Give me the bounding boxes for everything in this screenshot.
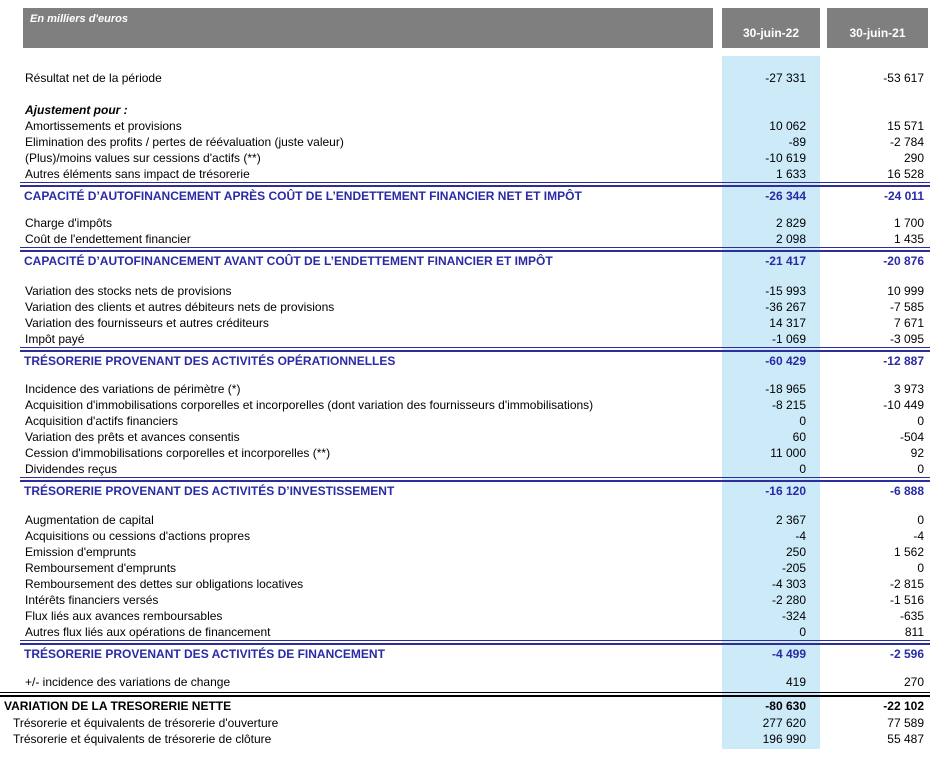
row-label: Ajustement pour : bbox=[25, 103, 128, 117]
subtotal-divider bbox=[20, 347, 930, 352]
value-current-period: 419 bbox=[785, 675, 806, 689]
value-prior-period: -635 bbox=[899, 609, 924, 623]
value-current-period: -36 267 bbox=[765, 300, 806, 314]
value-prior-period: -2 784 bbox=[889, 135, 924, 149]
table-header bbox=[23, 8, 932, 48]
row-label: Charge d'impôts bbox=[25, 216, 112, 230]
table-row bbox=[0, 118, 932, 134]
row-label: +/- incidence des variations de change bbox=[25, 675, 231, 689]
table-row bbox=[0, 624, 932, 640]
subtotal-divider bbox=[20, 477, 930, 482]
value-current-period: 0 bbox=[799, 462, 806, 476]
value-current-period: 14 317 bbox=[769, 316, 806, 330]
value-current-period: 0 bbox=[799, 414, 806, 428]
rows bbox=[0, 48, 932, 747]
value-current-period: -27 331 bbox=[765, 71, 806, 85]
value-current-period: -80 630 bbox=[765, 699, 806, 713]
value-prior-period: 7 671 bbox=[893, 316, 924, 330]
table-row bbox=[0, 512, 932, 528]
table-row bbox=[0, 576, 932, 592]
row-label: Variation des fournisseurs et autres créditeurs bbox=[25, 316, 269, 330]
table-row bbox=[0, 283, 932, 299]
value-current-period: 250 bbox=[785, 545, 806, 559]
value-prior-period: 0 bbox=[917, 513, 924, 527]
row-label: Remboursement des dettes sur obligations locatives bbox=[25, 577, 304, 591]
row-label: Emission d'emprunts bbox=[25, 545, 136, 559]
unit-label: En milliers d'euros bbox=[23, 8, 713, 48]
value-current-period: -4 bbox=[795, 529, 806, 543]
grand-total-divider bbox=[0, 692, 930, 697]
table-row bbox=[0, 715, 932, 731]
table-row bbox=[0, 215, 932, 231]
row-label: Dividendes reçus bbox=[25, 462, 118, 476]
value-current-period: -4 499 bbox=[771, 647, 806, 661]
value-prior-period: -1 516 bbox=[889, 593, 924, 607]
row-label: Incidence des variations de périmètre (*) bbox=[25, 382, 241, 396]
row-label: Résultat net de la période bbox=[25, 71, 162, 85]
row-label: (Plus)/moins values sur cessions d'actifs (**) bbox=[25, 151, 261, 165]
value-current-period: 277 620 bbox=[762, 716, 806, 730]
value-prior-period: -3 095 bbox=[889, 332, 924, 346]
table-row bbox=[0, 445, 932, 461]
spacer bbox=[0, 663, 932, 674]
value-prior-period: -7 585 bbox=[889, 300, 924, 314]
value-prior-period: 1 562 bbox=[893, 545, 924, 559]
value-current-period: 10 062 bbox=[769, 119, 806, 133]
value-prior-period: -24 011 bbox=[883, 189, 924, 203]
value-prior-period: -6 888 bbox=[889, 484, 924, 498]
row-label: Autres flux liés aux opérations de financement bbox=[25, 625, 271, 639]
value-prior-period: -53 617 bbox=[883, 71, 924, 85]
value-prior-period: -22 102 bbox=[883, 699, 924, 713]
table-row bbox=[0, 698, 932, 715]
row-label: Acquisition d'immobilisations corporelles et incorporelles (dont variation des fournisseurs d'immobilisations) bbox=[25, 398, 594, 412]
table-row bbox=[0, 353, 932, 370]
row-label: Trésorerie et équivalents de trésorerie d'ouverture bbox=[13, 716, 279, 730]
row-label: Amortissements et provisions bbox=[25, 119, 182, 133]
value-current-period: -205 bbox=[781, 561, 806, 575]
value-current-period: -60 429 bbox=[765, 354, 806, 368]
value-prior-period: 1 700 bbox=[893, 216, 924, 230]
value-prior-period: 0 bbox=[917, 462, 924, 476]
value-current-period: -15 993 bbox=[765, 284, 806, 298]
value-current-period: -89 bbox=[788, 135, 806, 149]
value-prior-period: 0 bbox=[917, 561, 924, 575]
value-prior-period: 290 bbox=[903, 151, 924, 165]
value-prior-period: -2 596 bbox=[889, 647, 924, 661]
value-prior-period: 16 528 bbox=[887, 167, 924, 181]
table-row bbox=[0, 299, 932, 315]
row-label: Elimination des profits / pertes de réévaluation (juste valeur) bbox=[25, 135, 344, 149]
table-row bbox=[0, 544, 932, 560]
row-label: CAPACITÉ D’AUTOFINANCEMENT AVANT COÛT DE L’ENDETTEMENT FINANCIER ET IMPÔT bbox=[24, 254, 553, 268]
value-current-period: -10 619 bbox=[765, 151, 806, 165]
value-prior-period: 3 973 bbox=[893, 382, 924, 396]
table-row bbox=[0, 70, 932, 86]
subtotal-divider bbox=[20, 182, 930, 187]
value-prior-period: -2 815 bbox=[889, 577, 924, 591]
spacer bbox=[0, 370, 932, 381]
row-label: TRÉSORERIE PROVENANT DES ACTIVITÉS OPÉRATIONNELLES bbox=[24, 354, 396, 368]
value-current-period: -2 280 bbox=[771, 593, 806, 607]
table-row bbox=[0, 102, 932, 118]
spacer bbox=[0, 205, 932, 215]
column-header-current: 30-juin-22 bbox=[722, 8, 820, 48]
value-current-period: 0 bbox=[799, 625, 806, 639]
value-current-period: -16 120 bbox=[765, 484, 806, 498]
row-label: Augmentation de capital bbox=[25, 513, 154, 527]
table-row bbox=[0, 150, 932, 166]
value-current-period: 2 098 bbox=[775, 232, 806, 246]
table-row bbox=[0, 315, 932, 331]
value-prior-period: 92 bbox=[910, 446, 924, 460]
row-label: TRÉSORERIE PROVENANT DES ACTIVITÉS DE FINANCEMENT bbox=[24, 647, 385, 661]
row-label: Intérêts financiers versés bbox=[25, 593, 159, 607]
row-label: Remboursement d'emprunts bbox=[25, 561, 177, 575]
table-row bbox=[0, 731, 932, 747]
value-current-period: -26 344 bbox=[765, 189, 806, 203]
row-label: Coût de l'endettement financier bbox=[25, 232, 191, 246]
value-prior-period: 811 bbox=[904, 625, 924, 639]
cash-flow-statement bbox=[0, 8, 932, 757]
value-prior-period: 55 487 bbox=[887, 732, 924, 746]
table-row bbox=[0, 134, 932, 150]
table-row bbox=[0, 331, 932, 347]
table-row bbox=[0, 231, 932, 247]
value-current-period: -4 303 bbox=[771, 577, 806, 591]
row-label: CAPACITÉ D’AUTOFINANCEMENT APRÈS COÛT DE L’ENDETTEMENT FINANCIER NET ET IMPÔT bbox=[24, 189, 582, 203]
spacer bbox=[0, 48, 932, 70]
table-row bbox=[0, 188, 932, 205]
value-current-period: -8 215 bbox=[771, 398, 806, 412]
spacer bbox=[0, 500, 932, 512]
value-prior-period: -4 bbox=[913, 529, 924, 543]
table-row bbox=[0, 560, 932, 576]
row-label: Flux liés aux avances remboursables bbox=[25, 609, 223, 623]
table-row bbox=[0, 381, 932, 397]
table-row bbox=[0, 483, 932, 500]
table-row bbox=[0, 253, 932, 270]
table-row bbox=[0, 608, 932, 624]
row-label: Acquisition d'actifs financiers bbox=[25, 414, 179, 428]
value-current-period: 11 000 bbox=[770, 446, 806, 460]
table-row bbox=[0, 646, 932, 663]
value-prior-period: 0 bbox=[917, 414, 924, 428]
row-label: Variation des stocks nets de provisions bbox=[25, 284, 232, 298]
value-prior-period: 270 bbox=[903, 675, 924, 689]
subtotal-divider bbox=[20, 247, 930, 252]
value-current-period: -324 bbox=[781, 609, 806, 623]
value-current-period: -18 965 bbox=[765, 382, 806, 396]
row-label: Impôt payé bbox=[25, 332, 85, 346]
table-row bbox=[0, 461, 932, 477]
value-prior-period: 1 435 bbox=[893, 232, 924, 246]
row-label: TRÉSORERIE PROVENANT DES ACTIVITÉS D’INVESTISSEMENT bbox=[24, 484, 395, 498]
spacer bbox=[0, 270, 932, 283]
value-prior-period: -12 887 bbox=[883, 354, 924, 368]
table-row bbox=[0, 397, 932, 413]
value-prior-period: -10 449 bbox=[883, 398, 924, 412]
value-current-period: 196 990 bbox=[762, 732, 806, 746]
value-prior-period: 10 999 bbox=[887, 284, 924, 298]
value-current-period: 2 367 bbox=[775, 513, 806, 527]
table-row bbox=[0, 674, 932, 690]
spacer bbox=[0, 86, 932, 102]
table-row bbox=[0, 413, 932, 429]
row-label: Variation des clients et autres débiteurs nets de provisions bbox=[25, 300, 335, 314]
column-header-prior: 30-juin-21 bbox=[827, 8, 928, 48]
row-label: VARIATION DE LA TRESORERIE NETTE bbox=[4, 699, 232, 713]
row-label: Cession d'immobilisations corporelles et incorporelles (**) bbox=[25, 446, 331, 460]
value-current-period: 60 bbox=[792, 430, 806, 444]
subtotal-divider bbox=[20, 640, 930, 645]
row-label: Variation des prêts et avances consentis bbox=[25, 430, 240, 444]
table-row bbox=[0, 166, 932, 182]
value-current-period: 1 633 bbox=[775, 167, 806, 181]
value-prior-period bbox=[806, 102, 928, 118]
row-label: Trésorerie et équivalents de trésorerie de clôture bbox=[13, 732, 272, 746]
value-current-period: -1 069 bbox=[771, 332, 806, 346]
table-row bbox=[0, 429, 932, 445]
table-row bbox=[0, 592, 932, 608]
value-prior-period: 15 571 bbox=[887, 119, 924, 133]
value-current-period bbox=[699, 102, 806, 118]
table-row bbox=[0, 528, 932, 544]
value-current-period: 2 829 bbox=[775, 216, 806, 230]
value-prior-period: -504 bbox=[899, 430, 924, 444]
value-prior-period: 77 589 bbox=[887, 716, 924, 730]
row-label: Autres éléments sans impact de trésorerie bbox=[25, 167, 250, 181]
value-prior-period: -20 876 bbox=[883, 254, 924, 268]
value-current-period: -21 417 bbox=[765, 254, 806, 268]
row-label: Acquisitions ou cessions d'actions propres bbox=[25, 529, 251, 543]
